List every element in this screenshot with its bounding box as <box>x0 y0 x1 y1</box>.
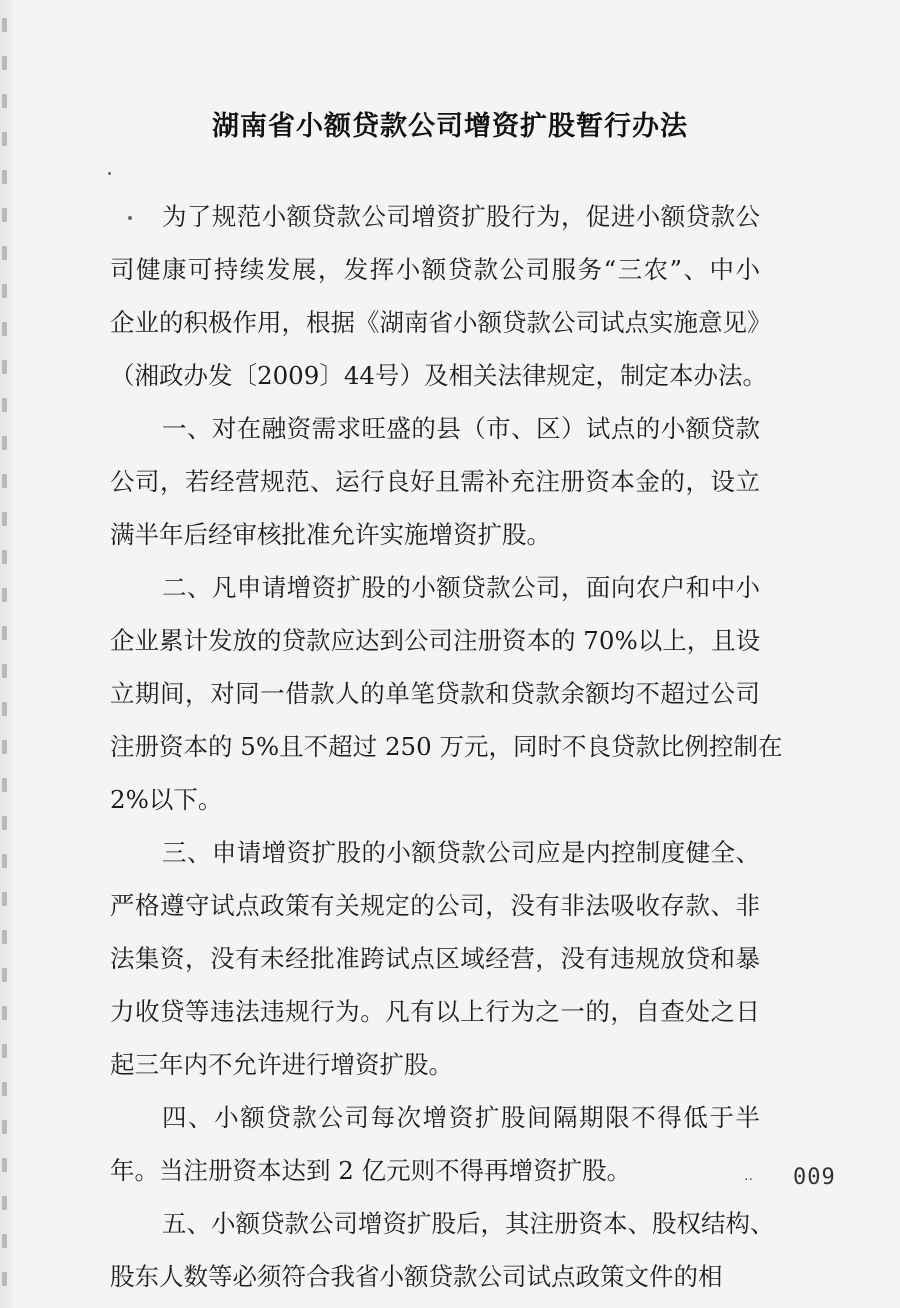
binding-edge <box>0 0 14 1308</box>
binding-hole <box>2 1234 7 1248</box>
text-line: 公司，若经营规范、运行良好且需补充注册资本金的，设立 <box>110 467 760 496</box>
binding-hole <box>2 398 7 412</box>
text-line: 司健康可持续发展，发挥小额贷款公司服务“三农”、中小 <box>110 255 760 284</box>
binding-hole <box>2 1006 7 1020</box>
scan-mark: ·· <box>744 1172 753 1188</box>
document-body <box>110 190 783 1303</box>
text-line: 一、对在融资需求旺盛的县（市、区）试点的小额贷款 <box>162 414 760 443</box>
binding-hole <box>2 284 7 298</box>
binding-hole <box>2 18 7 32</box>
text-line: 满半年后经审核批准允许实施增资扩股。 <box>110 520 551 549</box>
text-line: 四、小额贷款公司每次增资扩股间隔期限不得低于半 <box>162 1103 760 1132</box>
text-line: 严格遵守试点政策有关规定的公司，没有非法吸收存款、非 <box>110 891 760 920</box>
binding-hole <box>2 208 7 222</box>
binding-hole <box>2 56 7 70</box>
binding-hole <box>2 892 7 906</box>
text-line: 年。当注册资本达到 2 亿元则不得再增资扩股。 <box>110 1156 632 1185</box>
binding-hole <box>2 360 7 374</box>
binding-hole <box>2 474 7 488</box>
binding-hole <box>2 968 7 982</box>
text-line: 三、申请增资扩股的小额贷款公司应是内控制度健全、 <box>162 838 760 867</box>
binding-hole <box>2 1196 7 1210</box>
binding-hole <box>2 170 7 184</box>
binding-hole <box>2 816 7 830</box>
scan-speck <box>108 172 111 175</box>
text-line: 企业的积极作用，根据《湖南省小额贷款公司试点实施意见》 <box>110 308 772 337</box>
text-line: 立期间，对同一借款人的单笔贷款和贷款余额均不超过公司 <box>110 679 760 708</box>
binding-hole <box>2 702 7 716</box>
text-line: （湘政办发〔2009〕44号）及相关法律规定，制定本办法。 <box>110 361 768 390</box>
binding-hole <box>2 854 7 868</box>
binding-hole <box>2 246 7 260</box>
document-title: 湖南省小额贷款公司增资扩股暂行办法 <box>212 111 688 142</box>
binding-hole <box>2 322 7 336</box>
binding-hole <box>2 626 7 640</box>
page-number: 009 <box>793 1165 836 1190</box>
binding-hole <box>2 550 7 564</box>
binding-hole <box>2 588 7 602</box>
binding-hole <box>2 1158 7 1172</box>
scan-speck <box>128 216 132 220</box>
text-line: 为了规范小额贷款公司增资扩股行为，促进小额贷款公 <box>162 202 760 231</box>
text-line: 2%以下。 <box>110 785 223 814</box>
binding-hole <box>2 1082 7 1096</box>
binding-hole <box>2 512 7 526</box>
text-line: 法集资，没有未经批准跨试点区域经营，没有违规放贷和暴 <box>110 944 760 973</box>
text-line: 注册资本的 5%且不超过 250 万元，同时不良贷款比例控制在 <box>110 732 783 761</box>
text-line: 企业累计发放的贷款应达到公司注册资本的 70%以上，且设 <box>110 626 761 655</box>
binding-hole <box>2 1272 7 1286</box>
binding-hole <box>2 1044 7 1058</box>
text-line: 起三年内不允许进行增资扩股。 <box>110 1050 453 1079</box>
text-line: 股东人数等必须符合我省小额贷款公司试点政策文件的相 <box>110 1262 723 1291</box>
binding-hole <box>2 664 7 678</box>
binding-hole <box>2 930 7 944</box>
binding-hole <box>2 436 7 450</box>
binding-hole <box>2 778 7 792</box>
binding-hole <box>2 740 7 754</box>
text-line: 五、小额贷款公司增资扩股后，其注册资本、股权结构、 <box>162 1209 775 1238</box>
text-line: 力收贷等违法违规行为。凡有以上行为之一的，自查处之日 <box>110 997 760 1026</box>
text-line: 二、凡申请增资扩股的小额贷款公司，面向农户和中小 <box>162 573 760 602</box>
binding-hole <box>2 1120 7 1134</box>
